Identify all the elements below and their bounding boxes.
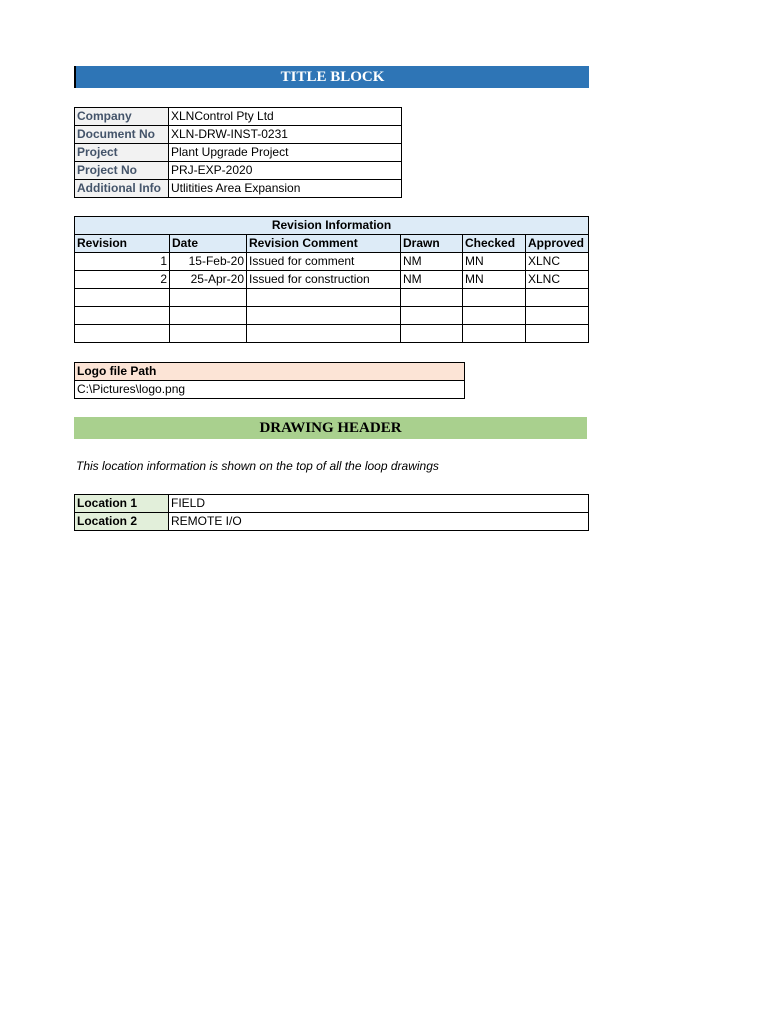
column-header-revision[interactable]: Revision xyxy=(75,235,170,253)
empty-cell[interactable] xyxy=(247,289,401,307)
empty-cell[interactable] xyxy=(526,307,589,325)
info-value[interactable]: XLN-DRW-INST-0231 xyxy=(169,126,402,144)
empty-cell[interactable] xyxy=(401,289,463,307)
table-row xyxy=(75,253,589,271)
comment-cell[interactable]: Issued for construction xyxy=(247,271,401,289)
column-header-checked[interactable]: Checked xyxy=(463,235,526,253)
approved-cell[interactable]: XLNC xyxy=(526,271,589,289)
location-label[interactable]: Location 1 xyxy=(75,495,169,513)
column-header-comment[interactable]: Revision Comment xyxy=(247,235,401,253)
info-label[interactable]: Project No xyxy=(75,162,169,180)
info-label[interactable]: Additional Info xyxy=(75,180,169,198)
revision-heading-row xyxy=(75,217,589,235)
empty-cell[interactable] xyxy=(170,289,247,307)
table-row-empty xyxy=(75,307,589,325)
info-row-additional-info xyxy=(75,180,402,198)
info-row-company xyxy=(75,108,402,126)
drawn-cell[interactable]: NM xyxy=(401,253,463,271)
table-row-empty xyxy=(75,289,589,307)
empty-cell[interactable] xyxy=(75,325,170,343)
drawing-header-note: This location information is shown on the top of all the loop drawings xyxy=(76,459,439,473)
column-header-approved[interactable]: Approved xyxy=(526,235,589,253)
empty-cell[interactable] xyxy=(463,307,526,325)
empty-cell[interactable] xyxy=(526,325,589,343)
info-label[interactable]: Document No xyxy=(75,126,169,144)
empty-cell[interactable] xyxy=(401,325,463,343)
revision-table xyxy=(74,216,589,343)
title-block-banner: TITLE BLOCK xyxy=(74,66,589,88)
logo-path-table xyxy=(74,362,465,399)
empty-cell[interactable] xyxy=(170,325,247,343)
drawing-header-banner: DRAWING HEADER xyxy=(74,417,587,439)
table-row xyxy=(75,271,589,289)
logo-path-value[interactable]: C:\Pictures\logo.png xyxy=(75,381,465,399)
location-value[interactable]: FIELD xyxy=(169,495,589,513)
location-row xyxy=(75,513,589,531)
info-row-project xyxy=(75,144,402,162)
location-row xyxy=(75,495,589,513)
info-value[interactable]: PRJ-EXP-2020 xyxy=(169,162,402,180)
logo-path-label[interactable]: Logo file Path xyxy=(75,363,465,381)
date-cell[interactable]: 25-Apr-20 xyxy=(170,271,247,289)
drawn-cell[interactable]: NM xyxy=(401,271,463,289)
empty-cell[interactable] xyxy=(75,289,170,307)
empty-cell[interactable] xyxy=(401,307,463,325)
revision-heading[interactable]: Revision Information xyxy=(75,217,589,235)
revision-cell[interactable]: 2 xyxy=(75,271,170,289)
checked-cell[interactable]: MN xyxy=(463,271,526,289)
info-row-project-no xyxy=(75,162,402,180)
empty-cell[interactable] xyxy=(75,307,170,325)
info-value[interactable]: Plant Upgrade Project xyxy=(169,144,402,162)
revision-column-headers xyxy=(75,235,589,253)
empty-cell[interactable] xyxy=(247,307,401,325)
info-value[interactable]: Utlitities Area Expansion xyxy=(169,180,402,198)
approved-cell[interactable]: XLNC xyxy=(526,253,589,271)
title-info-table xyxy=(74,107,402,198)
column-header-drawn[interactable]: Drawn xyxy=(401,235,463,253)
info-value[interactable]: XLNControl Pty Ltd xyxy=(169,108,402,126)
info-label[interactable]: Project xyxy=(75,144,169,162)
date-cell[interactable]: 15-Feb-20 xyxy=(170,253,247,271)
empty-cell[interactable] xyxy=(247,325,401,343)
info-label[interactable]: Company xyxy=(75,108,169,126)
location-table xyxy=(74,494,589,531)
empty-cell[interactable] xyxy=(526,289,589,307)
empty-cell[interactable] xyxy=(463,289,526,307)
table-row-empty xyxy=(75,325,589,343)
empty-cell[interactable] xyxy=(463,325,526,343)
location-label[interactable]: Location 2 xyxy=(75,513,169,531)
comment-cell[interactable]: Issued for comment xyxy=(247,253,401,271)
empty-cell[interactable] xyxy=(170,307,247,325)
revision-cell[interactable]: 1 xyxy=(75,253,170,271)
info-row-document-no xyxy=(75,126,402,144)
location-value[interactable]: REMOTE I/O xyxy=(169,513,589,531)
column-header-date[interactable]: Date xyxy=(170,235,247,253)
checked-cell[interactable]: MN xyxy=(463,253,526,271)
